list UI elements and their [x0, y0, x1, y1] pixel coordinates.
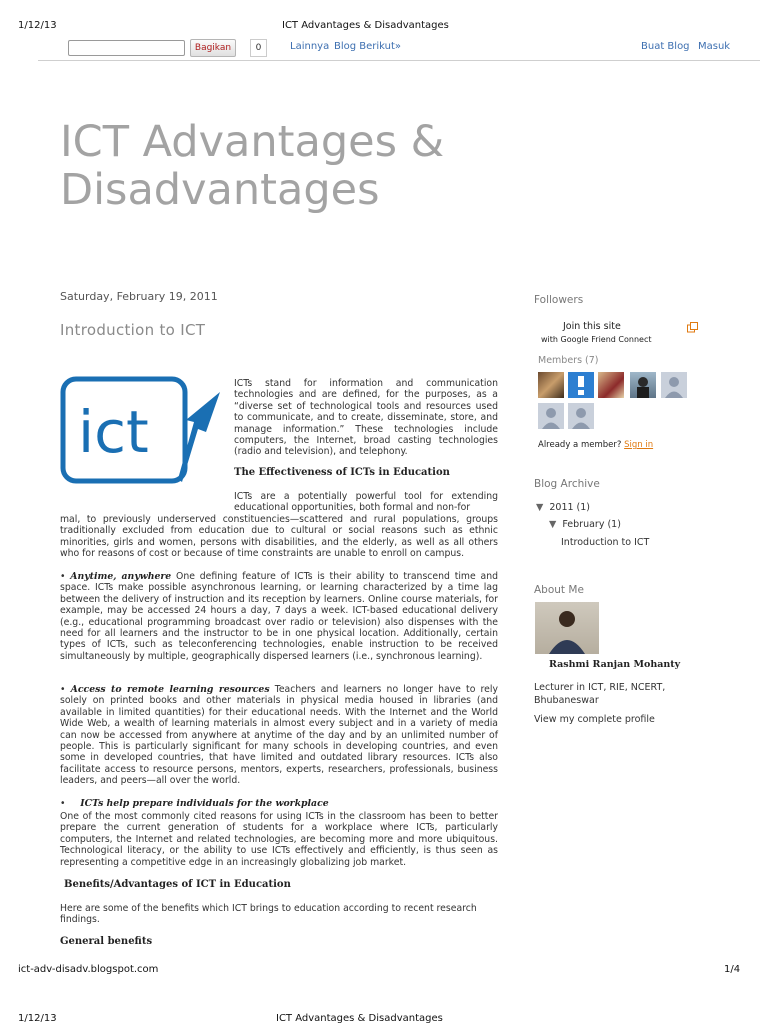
- create-blog-link[interactable]: Buat Blog: [641, 41, 690, 52]
- member-avatar[interactable]: [568, 372, 594, 398]
- workplace-title-line: • ICTs help prepare individuals for the workplace: [60, 798, 329, 809]
- archive-month[interactable]: February (1): [562, 519, 621, 530]
- join-subtitle: with Google Friend Connect: [541, 335, 652, 344]
- effectiveness-heading: The Effectiveness of ICTs in Education: [234, 467, 450, 478]
- blogger-navbar: [38, 38, 760, 61]
- footer-url: ict-adv-disadv.blogspot.com: [18, 964, 159, 975]
- footer-title: ICT Advantages & Disadvantages: [276, 1013, 443, 1024]
- post-title[interactable]: Introduction to ICT: [60, 321, 206, 339]
- benefits-heading: Benefits/Advantages of ICT in Education: [64, 879, 291, 890]
- anytime-paragraph: • Anytime, anywhere One defining feature of ICTs is their ability to transcend time and space. ICTs make possible asynchronous learning, or learning characterized by a time lag between the delivery of instruction and its reception by learners. Online course materials, for example, may be accessed 24 hours a day, 7 days a week. ICT-based educational delivery (e.g., educational programming broadcast over radio or television) also dispenses with the need for all learners and the instructor to be in one physical location. Additionally, certain types of ICTs, such as teleconferencing technologies, enable instruction to be received simultaneously by multiple, geographically dispersed learners (i.e., synchronous learning).: [60, 571, 498, 662]
- author-name[interactable]: Rashmi Ranjan Mohanty: [549, 659, 681, 670]
- member-avatar[interactable]: [538, 372, 564, 398]
- effectiveness-paragraph-2: mal, to previously underserved constituencies—scattered and rural populations, groups traditionally excluded from education due to cultural or social reasons such as ethnic minorities, girls and women, persons with disabilities, and the elderly, as well as all others who for reasons of cost or because of time constraints are unable to enroll on campus.: [60, 514, 498, 560]
- ict-logo-image: [60, 374, 222, 492]
- member-avatar[interactable]: [630, 372, 656, 398]
- sidebar-sign-in-link[interactable]: Sign in: [624, 440, 654, 450]
- anytime-text: One defining feature of ICTs is their ability to transcend time and space. ICTs make possible asynchronous learning, or learning characterized by a time lag between the delivery of instruction and its reception by learners. Online course materials, for example, may be accessed 24 hours a day, 7 days a week. ICT-based educational delivery (e.g., educational programming broadcast over radio or television) also dispenses with the need for all learners and the instructor to be in one physical location. Additionally, certain types of ICTs, such as teleconferencing technologies, enable instruction to be received simultaneously by multiple, geographically dispersed learners (i.e., synchronous learning).: [60, 571, 498, 662]
- archive-post-link[interactable]: Introduction to ICT: [561, 537, 650, 548]
- already-member-line: [538, 440, 653, 450]
- benefits-intro: Here are some of the benefits which ICT brings to education according to recent research findings.: [60, 903, 477, 926]
- archive-month-item[interactable]: [549, 519, 621, 530]
- footer-page-number: 1/4: [724, 964, 741, 975]
- archive-year[interactable]: 2011 (1): [549, 502, 591, 513]
- share-count: 0: [250, 39, 267, 57]
- sign-in-link[interactable]: Masuk: [698, 41, 731, 52]
- general-benefits-heading: General benefits: [60, 936, 153, 947]
- logo-text: ict: [78, 398, 149, 466]
- expand-triangle-icon[interactable]: ▼: [536, 502, 544, 513]
- workplace-title: ICTs help prepare individuals for the workplace: [80, 798, 329, 809]
- member-avatar[interactable]: [538, 403, 564, 429]
- print-date: 1/12/13: [18, 20, 57, 31]
- post-date: Saturday, February 19, 2011: [60, 290, 218, 303]
- remote-text: Teachers and learners no longer have to rely solely on printed books and other materials in physical media housed in libraries (and available in limited quantities) for their educational needs. With the Internet and the World Wide Web, a wealth of learning materials in almost every subject and in a variety of media can now be accessed from anywhere at anytime of the day and by an unlimited number of people. This is particularly significant for many schools in developing countries, and even some in developed countries, that have limited and outdated library resources. ICTs also facilitate access to resource persons, mentors, experts, researchers, professionals, business leaders, and peers—all over the world.: [60, 684, 498, 787]
- view-profile-link[interactable]: View my complete profile: [534, 714, 655, 725]
- anytime-title: Anytime, anywhere: [70, 571, 172, 582]
- blog-title[interactable]: ICT Advantages & Disadvantages: [60, 117, 445, 215]
- external-link-icon[interactable]: [687, 318, 698, 329]
- member-avatar[interactable]: [661, 372, 687, 398]
- archive-year-item[interactable]: [536, 502, 590, 513]
- author-bio: Lecturer in ICT, RIE, NCERT, Bhubaneswar: [534, 682, 666, 706]
- followers-heading: Followers: [534, 294, 584, 306]
- intro-paragraph: ICTs stand for information and communication technologies and are defined, for the purposes, as a “diverse set of technological tools and resources used to communicate, and to create, disseminate, store, and manage information.” These technologies include computers, the Internet, broad casting technologies (radio and television), and telephony.: [234, 378, 498, 458]
- expand-triangle-icon[interactable]: ▼: [549, 519, 557, 530]
- navbar-search-input[interactable]: [68, 40, 185, 56]
- more-link[interactable]: Lainnya: [290, 41, 330, 52]
- member-avatar[interactable]: [568, 403, 594, 429]
- members-label: Members (7): [538, 355, 599, 366]
- member-avatar[interactable]: [598, 372, 624, 398]
- join-site-link[interactable]: Join this site: [563, 321, 621, 332]
- next-blog-link[interactable]: Blog Berikut»: [334, 41, 402, 52]
- footer-date: 1/12/13: [18, 1013, 57, 1024]
- blog-archive-heading: Blog Archive: [534, 478, 600, 490]
- about-me-heading: About Me: [534, 584, 584, 596]
- print-title: ICT Advantages & Disadvantages: [282, 20, 449, 31]
- share-button[interactable]: Bagikan: [190, 39, 236, 57]
- author-photo[interactable]: [535, 602, 599, 654]
- workplace-paragraph: One of the most commonly cited reasons for using ICTs in the classroom has been to better prepare the current generation of students for a workplace where ICTs, particularly computers, the Internet and related technologies, are becoming more and more ubiquitous. Technological literacy, or the ability to use ICTs effectively and efficiently, is thus seen as representing a competitive edge in an increasingly globalizing job market.: [60, 811, 498, 868]
- remote-learning-paragraph: • Access to remote learning resources Teachers and learners no longer have to rely solely on printed books and other materials in physical media housed in libraries (and available in limited quantities) for their educational needs. With the Internet and the World Wide Web, a wealth of learning materials in almost every subject and in a variety of media can now be accessed from anywhere at anytime of the day and by an unlimited number of people. This is particularly significant for many schools in developing countries, and even some in developed countries, that have limited and outdated library resources. ICTs also facilitate access to resource persons, mentors, experts, researchers, professionals, business leaders, and peers—all over the world.: [60, 684, 498, 787]
- already-member-text: Already a member?: [538, 440, 622, 450]
- effectiveness-paragraph-1: ICTs are a potentially powerful tool for extending educational opportunities, both formal and non-for: [234, 491, 498, 514]
- remote-title: Access to remote learning resources: [70, 684, 270, 695]
